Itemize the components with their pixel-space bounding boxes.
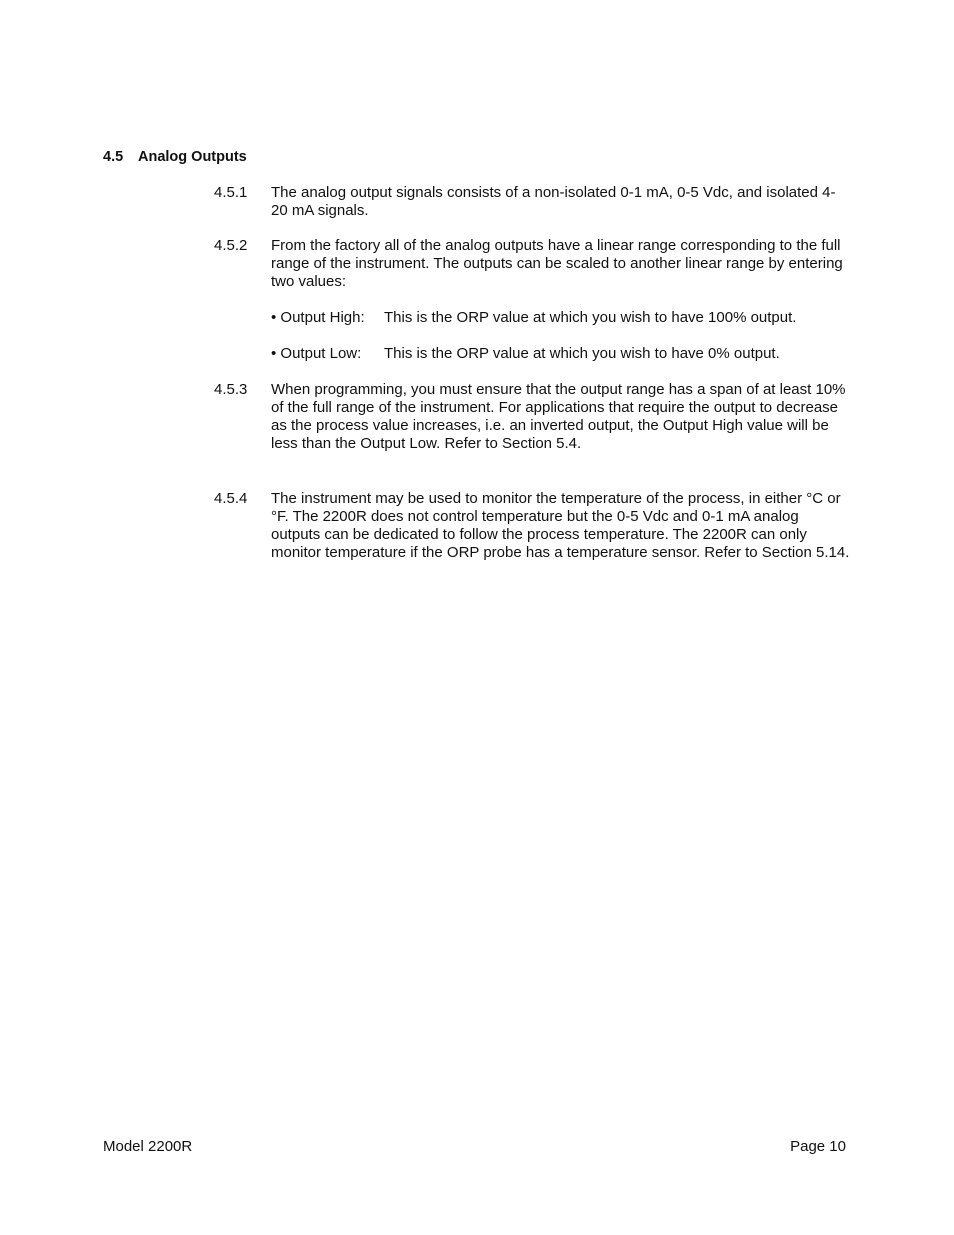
bullet-text: This is the ORP value at which you wish to have 0% output. — [384, 345, 780, 362]
paragraph-4-5-2 — [214, 237, 854, 291]
paragraph-number: 4.5.2 — [214, 237, 248, 254]
bullet-label: • Output High: — [271, 309, 365, 326]
bullet-label: • Output Low: — [271, 345, 362, 362]
paragraph-4-5-1 — [214, 184, 854, 220]
paragraph-text: The analog output signals consists of a non-isolated 0-1 mA, 0-5 Vdc, and isolated 4-20 mA signals. — [271, 184, 836, 219]
footer-page-number: Page 10 — [790, 1138, 846, 1155]
paragraph-4-5-3 — [214, 381, 854, 453]
paragraph-4-5-4 — [214, 490, 854, 562]
bullet-output-high — [271, 309, 796, 327]
paragraph-number: 4.5.1 — [214, 184, 248, 201]
paragraph-number: 4.5.3 — [214, 381, 248, 398]
section-title: Analog Outputs — [138, 149, 247, 165]
section-heading — [103, 148, 247, 166]
bullet-text: This is the ORP value at which you wish to have 100% output. — [384, 309, 797, 326]
paragraph-text: When programming, you must ensure that the output range has a span of at least 10% of the full range of the instrument. For applications that require the output to decrease as the process value increases, i.e. an inverted output, the Output High value will be less than the Output Low. Refer to Section 5.4. — [271, 381, 846, 452]
paragraph-number: 4.5.4 — [214, 490, 248, 507]
section-number: 4.5 — [103, 149, 124, 165]
paragraph-text: The instrument may be used to monitor the temperature of the process, in either °C or °F. The 2200R does not control temperature but the 0-5 Vdc and 0-1 mA analog outputs can be dedicated to follow the process temperature. The 2200R can only monitor temperature if the ORP probe has a temperature sensor. Refer to Section 5.14. — [271, 490, 850, 561]
paragraph-text: From the factory all of the analog outputs have a linear range corresponding to the full range of the instrument. The outputs can be scaled to another linear range by entering two values: — [271, 237, 843, 290]
footer-model: Model 2200R — [103, 1138, 193, 1155]
bullet-output-low — [271, 345, 780, 363]
